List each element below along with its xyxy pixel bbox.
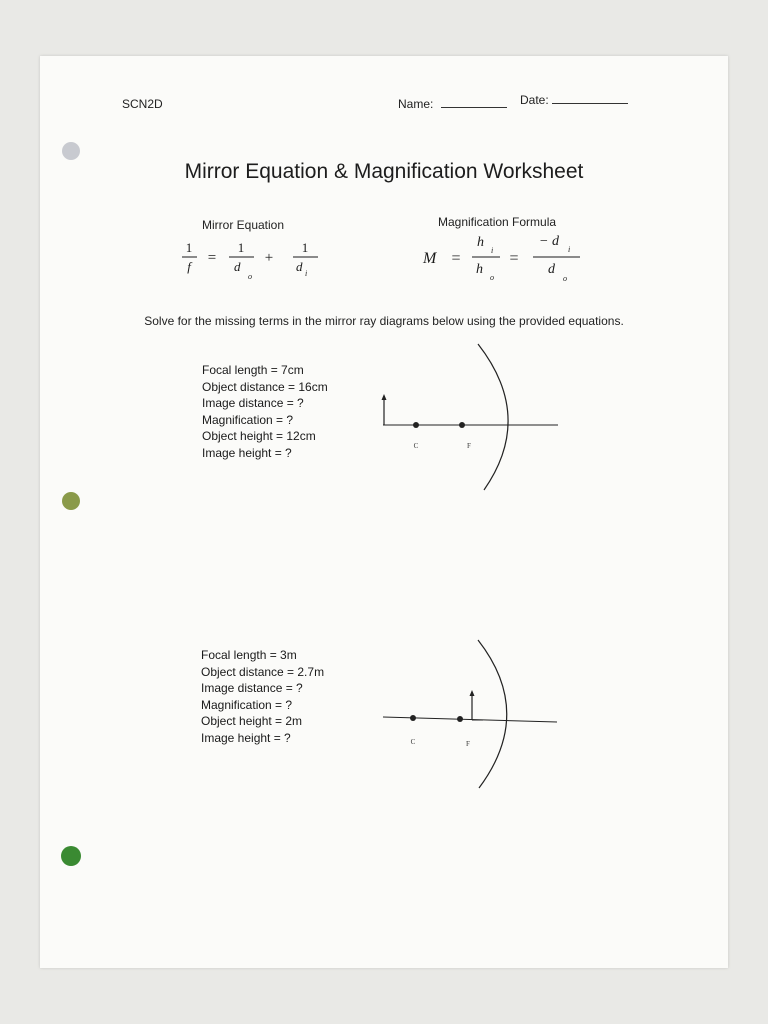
binder-hole-middle <box>62 492 80 510</box>
page-title: Mirror Equation & Magnification Worksheet <box>184 160 584 183</box>
mirror-eq-do-subscript: o <box>248 272 252 281</box>
problem-1-focal-length: Focal length = 7cm <box>202 363 304 377</box>
problem-1-image-distance: Image distance = ? <box>202 396 304 410</box>
mirror-eq-numerator-3: 1 <box>301 240 309 255</box>
mag-ho: h <box>476 262 483 277</box>
date-field[interactable] <box>520 93 628 107</box>
mirror-eq-plus: + <box>264 250 274 266</box>
problem-1-ray-diagram <box>375 342 575 502</box>
name-blank <box>441 107 507 108</box>
label-c: C <box>410 738 416 746</box>
mirror-eq-f: f <box>187 259 191 274</box>
binder-hole-top <box>62 142 80 160</box>
magnification-formula-label: Magnification Formula <box>438 215 557 229</box>
center-of-curvature-point <box>410 715 416 721</box>
label-f: F <box>467 442 471 450</box>
name-field[interactable] <box>398 97 507 111</box>
problem-1-magnification: Magnification = ? <box>202 412 294 427</box>
problem-2-object-height: Object height = 2m <box>201 714 303 728</box>
mag-hi: h <box>477 235 484 250</box>
mag-equals-2: = <box>509 250 519 267</box>
instructions: Solve for the missing terms in the mirror ray diagrams below using the provided equations. <box>144 314 624 328</box>
problem-2-image-distance: Image distance = ? <box>201 681 303 695</box>
mag-hi-subscript: i <box>491 246 494 255</box>
concave-mirror <box>478 344 508 490</box>
mag-equals-1: = <box>451 250 461 267</box>
mirror-eq-numerator-2: 1 <box>237 240 245 255</box>
mag-do-subscript: o <box>563 274 567 283</box>
date-blank <box>552 103 628 104</box>
label-c: C <box>413 442 419 450</box>
problem-2-ray-diagram <box>375 638 575 798</box>
problem-2-image-height: Image height = ? <box>201 730 291 745</box>
problem-2-givens <box>201 647 324 746</box>
object-arrow-head <box>382 394 387 400</box>
mag-ho-subscript: o <box>490 273 494 282</box>
mag-neg-di: − d <box>539 234 559 249</box>
problem-1-givens <box>202 362 328 461</box>
mirror-eq-di-subscript: i <box>305 269 308 278</box>
date-label: Date: <box>520 93 549 107</box>
mag-M: M <box>423 250 437 267</box>
focal-point <box>457 716 463 722</box>
problem-2-focal-length: Focal length = 3m <box>201 648 297 662</box>
mag-do: d <box>548 262 555 277</box>
center-of-curvature-point <box>413 422 419 428</box>
mirror-equation-label: Mirror Equation <box>202 218 285 232</box>
mirror-eq-di: d <box>296 259 303 274</box>
problem-1-image-height: Image height = ? <box>202 445 292 460</box>
name-label: Name: <box>398 97 434 111</box>
label-f: F <box>466 740 470 748</box>
worksheet-page <box>40 56 728 968</box>
problem-1-object-height: Object height = 12cm <box>202 429 316 443</box>
mag-neg-di-subscript: i <box>568 245 571 254</box>
problem-1-object-distance: Object distance = 16cm <box>202 379 328 394</box>
binder-hole-bottom <box>61 846 81 866</box>
mirror-eq-numerator-1: 1 <box>185 240 193 255</box>
course-code: SCN2D <box>122 97 163 111</box>
mirror-equation <box>168 236 338 286</box>
problem-2-object-distance: Object distance = 2.7m <box>201 664 325 679</box>
problem-2-magnification: Magnification = ? <box>201 697 293 712</box>
magnification-formula <box>420 232 600 282</box>
focal-point <box>459 422 465 428</box>
concave-mirror <box>478 640 507 788</box>
mirror-eq-do: d <box>234 259 241 274</box>
principal-axis <box>383 717 557 722</box>
object-arrow-head <box>470 690 475 696</box>
mirror-eq-equals: = <box>207 250 217 266</box>
